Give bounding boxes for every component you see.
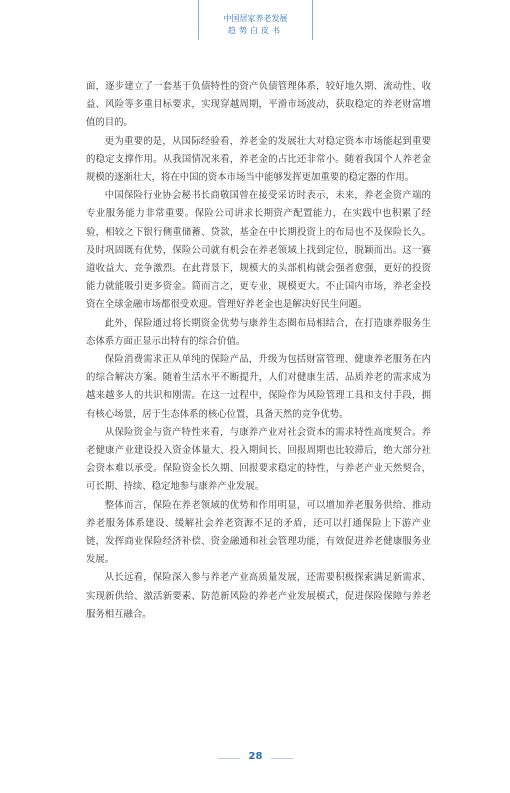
body-text [86,78,431,624]
paragraph: 面，逐步建立了一套基于负债特性的资产负债管理体系，较好地久期、流动性、收益、风险等多重目标要求，实现穿越周期，平滑市场波动，获取稳定的养老财富增值的目的。 [86,81,431,129]
paragraph: 整体而言，保险在养老领域的优势和作用明显，可以增加养老服务供给、推动养老服务体系建设、缓解社会养老资源不足的矛盾，还可以打通保险上下游产业链，发挥商业保险经济补偿、资金融通和社会管理功能，有效促进养老健康服务业发展。 [86,499,431,566]
footer-left-rule [218,758,240,759]
paragraph: 从长远看，保险深入参与养老产业高质量发展，还需要积极探索满足新需求、实现新供给、激活新要素、防范新风险的养老产业发展模式，促进保险保障与养老服务相互融合。 [86,572,431,620]
page-footer [0,749,510,769]
header-title-line2: 趋势白皮书 [228,26,283,35]
paragraph: 中国保险行业协会秘书长商敬国曾在接受采访时表示，未来，养老金资产端的专业服务能力非常重要。保险公司讲求长期资产配置能力，在实践中也积累了经验，相较之下银行侧重储蓄、贷款，基金在中长期投资上的布局也不及保险长久。及时巩固既有优势，保险公司就有机会在养老领域上找到定位，脱颖而出。这一赛道收益大、竞争激烈。在此背景下，规模大的头部机构就会强者愈强，更好的投资能力就能吸引更多资金。简而言之，更专业，规模更大。不止国内市场，养老金投资在全球金融市场都很受欢迎。管理好养老金也是解决好民生问题。 [86,190,431,311]
page-header [0,0,510,44]
paragraph: 此外，保险通过将长期资金优势与康养生态圈布局相结合，在打造康养服务生态体系方面正显示出特有的综合价值。 [86,317,431,347]
footer-right-rule [271,758,293,759]
paragraph: 保险消费需求正从单纯的保险产品，升级为包括财富管理、健康养老服务在内的综合解决方案。随着生活水平不断提升，人们对健康生活、品质养老的需求成为越来越多人的共识和刚需。在这一过程中，保险作为风险管理工具和支付手段，拥有核心场景，居于生态体系的核心位置，具备天然的竞争优势。 [86,354,431,420]
page-number: 28 [248,751,263,762]
paragraph: 更为重要的是，从国际经验看，养老金的发展壮大对稳定资本市场能起到重要的稳定支撑作用。从我国情况来看，养老金的占比还非常小。随着我国个人养老金规模的逐渐壮大，将在中国的资本市场当中能够发挥更加重要的稳定器的作用。 [86,135,431,184]
header-title-line1: 中国居家养老发展 [223,14,288,23]
header-right-rule [312,0,313,40]
paragraph: 从保险资金与资产特性来看，与康养产业对社会资本的需求特性高度契合。养老健康产业建设投入资金体量大、投入期间长、回报周期也比较滞后，绝大部分社会资本难以承受。保险资金长久期、回报要求稳定的特性，与养老产业天然契合，可长期、持续、稳定地参与康养产业发展。 [86,426,431,493]
